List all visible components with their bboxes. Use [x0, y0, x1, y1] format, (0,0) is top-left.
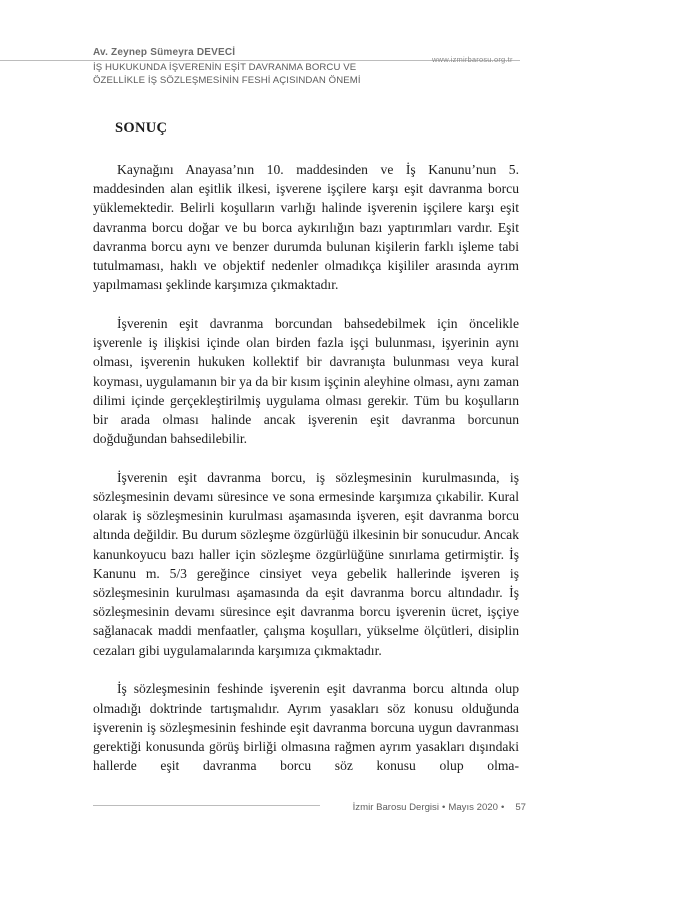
- issue-date: Mayıs 2020: [448, 802, 498, 813]
- section-heading: SONUÇ: [115, 120, 168, 136]
- website-url: www.izmirbarosu.org.tr: [432, 55, 513, 64]
- paragraph-4: İş sözleşmesinin feshinde işverenin eşit davranma borcu altında olup olmadığı doktrinde tartışmalıdır. Ayrım yasakları söz konusu olduğunda işverenin iş sözleşmesinin feshinde eşit davranma borcuna uygun davranması gerektiği konusunda görüş birliği olmasına rağmen ayrım yasakları dışındaki hallerde eşit davranma borcu söz konusu olup olma-: [93, 681, 519, 774]
- running-footer: [320, 802, 526, 814]
- article-title-line-1: İŞ HUKUKUNDA İŞVERENİN EŞİT DAVRANMA BORCU VE: [93, 62, 357, 73]
- journal-name: İzmir Barosu Dergisi: [352, 802, 439, 813]
- author-name: Av. Zeynep Sümeyra DEVECİ: [93, 47, 236, 58]
- article-title-line-2: ÖZELLİKLE İŞ SÖZLEŞMESİNİN FESHİ AÇISINDAN ÖNEMİ: [93, 74, 361, 86]
- article-title: [93, 62, 423, 87]
- paragraph-2: İşverenin eşit davranma borcundan bahsedebilmek için öncelikle işverenle iş ilişkisi içinde olan birden fazla işçi bulunması, işyerinin aynı olması, işverenin hukuken kollektif bir davranışta bulunması veya kural koyması, uygulamanın bir ya da bir kısım işçinin aleyhine olması, aynı zaman dilimi içinde gerçekleştirilmiş uygulama olması gerekir. Tüm bu koşulların bir arada olması halinde ancak işverenin eşit davranma borcunun doğduğundan bahsedilebilir.: [93, 315, 519, 447]
- page-number: 57: [515, 802, 526, 813]
- footer-separator: •: [442, 802, 446, 813]
- paragraph-3: İşverenin eşit davranma borcu, iş sözleşmesinin kurulmasında, iş sözleşmesinin devamı süresince ve sona ermesinde karşımıza çıkabilir. Kural olarak iş sözleşmesinin kurulması aşamasında işveren, eşit davranma borcu altında değildir. Bu durum sözleşme özgürlüğü ilkesinin bir sonucudur. Ancak kanunkoyucu bazı haller için sözleşme özgürlüğüne sınırlama getirmiştir. İş Kanunu m. 5/3 gereğince cinsiyet veya gebelik hallerinde işveren iş sözleşmesinin kurulması aşamasında da eşit davranma borcu altındadır. İş sözleşmesinin devamı süresince eşit davranma borcu işverenin ücret, işçiye sağlanacak maddi menfaatler, çalışma koşulları, yükselme ölçütleri, disiplin cezaları gibi uygulamalarında karşımıza çıkmaktadır.: [93, 469, 519, 658]
- footer-separator: •: [500, 802, 505, 813]
- page-body: [93, 120, 519, 795]
- paragraph-1: Kaynağını Anayasa’nın 10. maddesinden ve İş Kanunu’nun 5. maddesinden alan eşitlik ilkesi, işverene işçilere karşı eşit davranma borcu yüklemektedir. Belirli koşulların varlığı halinde işverenin işçilere karşı eşit davranma borcu doğar ve bu borca aykırılığın bazı yaptırımları vardır. Eşit davranma borcu aynı ve benzer durumda bulunan kişilerin farklı işleme tabi tutulmaması, haklı ve objektif nedenler olmadıkça kişililer arasında ayrım yapılmaması şeklinde karşımıza çıkmaktadır.: [93, 162, 519, 293]
